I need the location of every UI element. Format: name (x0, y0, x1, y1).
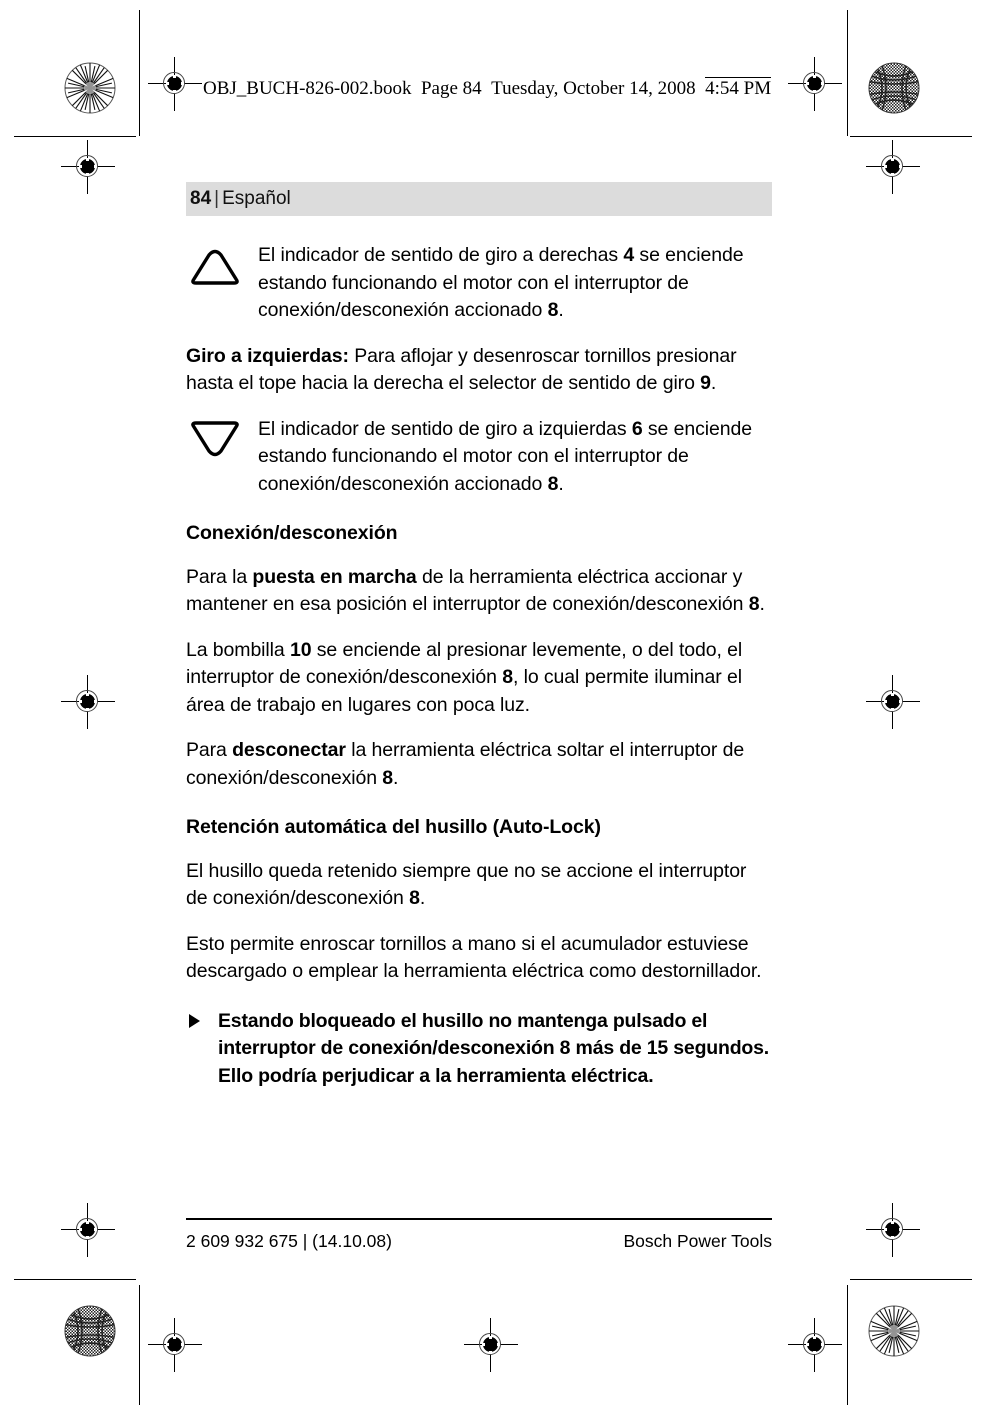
crosshair-registration-mark-top-left (148, 57, 202, 111)
so-text-3: . (393, 766, 399, 789)
rr-text-1: El indicador de sentido de giro a derechas (258, 244, 624, 266)
so-text-2: la herramienta eléctrica soltar el interruptor de conexión/desconexión (186, 739, 745, 789)
crosshair-registration-mark-top-right (788, 57, 842, 111)
triangle-up-outline-icon (186, 242, 258, 290)
crosshair-registration-mark-middle-right (866, 675, 920, 729)
sp-ref-1: 8 (409, 887, 420, 909)
su-bold-1: puesta en marcha (252, 565, 417, 588)
lp-ref-2: 8 (502, 666, 513, 688)
lp-text-1: La bombilla (186, 638, 290, 661)
lrn-text-3: . (558, 472, 564, 495)
crosshair-registration-mark-lower-left (61, 1203, 115, 1257)
trim-line-top-right-h (850, 136, 972, 137)
trim-line-left-top (139, 10, 140, 136)
lrn-ref-1: 6 (631, 417, 643, 440)
page-band-separator: | (214, 188, 220, 209)
trim-line-right-bottom (847, 1285, 848, 1405)
trim-line-bottom-left-h (14, 1279, 136, 1280)
lr-lead: Giro a izquierdas: (186, 344, 349, 367)
rr-ref-2: 8 (547, 299, 559, 321)
heading-conexion-desconexion: Conexión/desconexión (186, 522, 398, 544)
trim-line-top-left-h (14, 136, 136, 137)
trim-line-bottom-right-h (850, 1279, 972, 1280)
warning-text: Estando bloqueado el husillo no mantenga pulsado el interruptor de conexión/desconexión 8 más de 15 segundos. Ello podría perjudicar a la herramienta eléctrica. (218, 1009, 769, 1087)
rr-text-2: se enciende estando funcionando el motor con el interruptor de conexión/desconexión accionado (258, 244, 744, 321)
page-language: Español (222, 188, 291, 209)
su-ref-1: 8 (748, 593, 760, 615)
manual-screwing-paragraph: Esto permite enroscar tornillos a mano si el acumulador estuviese descargado o emplear la herramienta eléctrica como destornillador. (186, 932, 762, 982)
start-up-paragraph (186, 564, 772, 619)
footer-part-number: 2 609 932 675 | (14.10.08) (186, 1231, 392, 1251)
crosshair-registration-mark-upper-right (866, 140, 920, 194)
lr-text-2: . (710, 372, 717, 394)
lrn-ref-2: 8 (547, 472, 559, 495)
crosshair-registration-mark-middle-left (61, 675, 115, 729)
moire-registration-target-top-right (868, 62, 920, 114)
book-header-time: 4:54 PM (705, 78, 772, 99)
trim-line-left-bottom (139, 1285, 140, 1405)
rr-ref-1: 4 (623, 244, 635, 266)
right-rotation-note-text (258, 242, 772, 325)
right-rotation-note (186, 242, 772, 325)
spindle-paragraph (186, 858, 772, 913)
left-rotation-paragraph (186, 343, 772, 398)
book-header-page: Page 84 (420, 78, 482, 99)
crosshair-registration-mark-bottom-left (148, 1318, 202, 1372)
triangle-down-outline-icon (186, 416, 258, 464)
crosshair-registration-mark-upper-left (61, 140, 115, 194)
so-ref-1: 8 (382, 766, 394, 789)
page-header-band (186, 182, 772, 216)
switch-off-paragraph (186, 737, 772, 792)
sp-text-1: El husillo queda retenido siempre que no se accione el interruptor de conexión/desconexión (186, 859, 747, 909)
page-content (186, 182, 772, 1108)
page-number: 84 (190, 188, 212, 209)
warning-block (186, 1008, 772, 1091)
book-file-header (203, 78, 771, 100)
su-text-1: Para la (186, 565, 253, 588)
lp-text-3: , lo cual permite iluminar el área de trabajo en lugares con poca luz. (186, 666, 742, 716)
sp-text-2: . (419, 887, 426, 909)
rr-text-3: . (558, 299, 564, 321)
crosshair-registration-mark-bottom-center (464, 1318, 518, 1372)
lp-text-2: se enciende al presionar levemente, o del todo, el interruptor de conexión/desconexión (186, 638, 743, 688)
footer-brand: Bosch Power Tools (623, 1231, 772, 1251)
book-header-file: OBJ_BUCH-826-002.book (203, 78, 412, 99)
lr-ref-1: 9 (700, 372, 711, 394)
su-text-3: . (759, 593, 765, 615)
so-bold-1: desconectar (232, 739, 346, 761)
moire-registration-target-bottom-left (64, 1305, 116, 1357)
triangle-right-solid-icon (186, 1008, 218, 1028)
lrn-text-2: se enciende estando funcionando el motor con el interruptor de conexión/desconexión accionado (258, 417, 752, 495)
heading-auto-lock: Retención automática del husillo (Auto-Lock) (186, 816, 601, 838)
trim-line-right-top (847, 10, 848, 136)
lp-ref-1: 10 (289, 638, 312, 661)
left-rotation-note-text (258, 416, 772, 499)
crosshair-registration-mark-bottom-right (788, 1318, 842, 1372)
star-registration-target-top-left (64, 62, 116, 114)
su-text-2: de la herramienta eléctrica accionar y mantener en esa posición el interruptor de conexión/desconexión (186, 565, 749, 615)
star-registration-target-bottom-right (868, 1305, 920, 1357)
left-rotation-note (186, 416, 772, 499)
crosshair-registration-mark-lower-right (866, 1203, 920, 1257)
lr-text-1: Para aflojar y desenroscar tornillos presionar hasta el tope hacia la derecha el selector de sentido de giro (186, 344, 737, 394)
book-header-date: Tuesday, October 14, 2008 (491, 78, 696, 99)
page-footer (186, 1218, 772, 1253)
lamp-paragraph (186, 637, 772, 720)
footer-rule (186, 1218, 772, 1220)
so-text-1: Para (186, 739, 233, 761)
lrn-text-1: El indicador de sentido de giro a izquierdas (258, 417, 632, 440)
